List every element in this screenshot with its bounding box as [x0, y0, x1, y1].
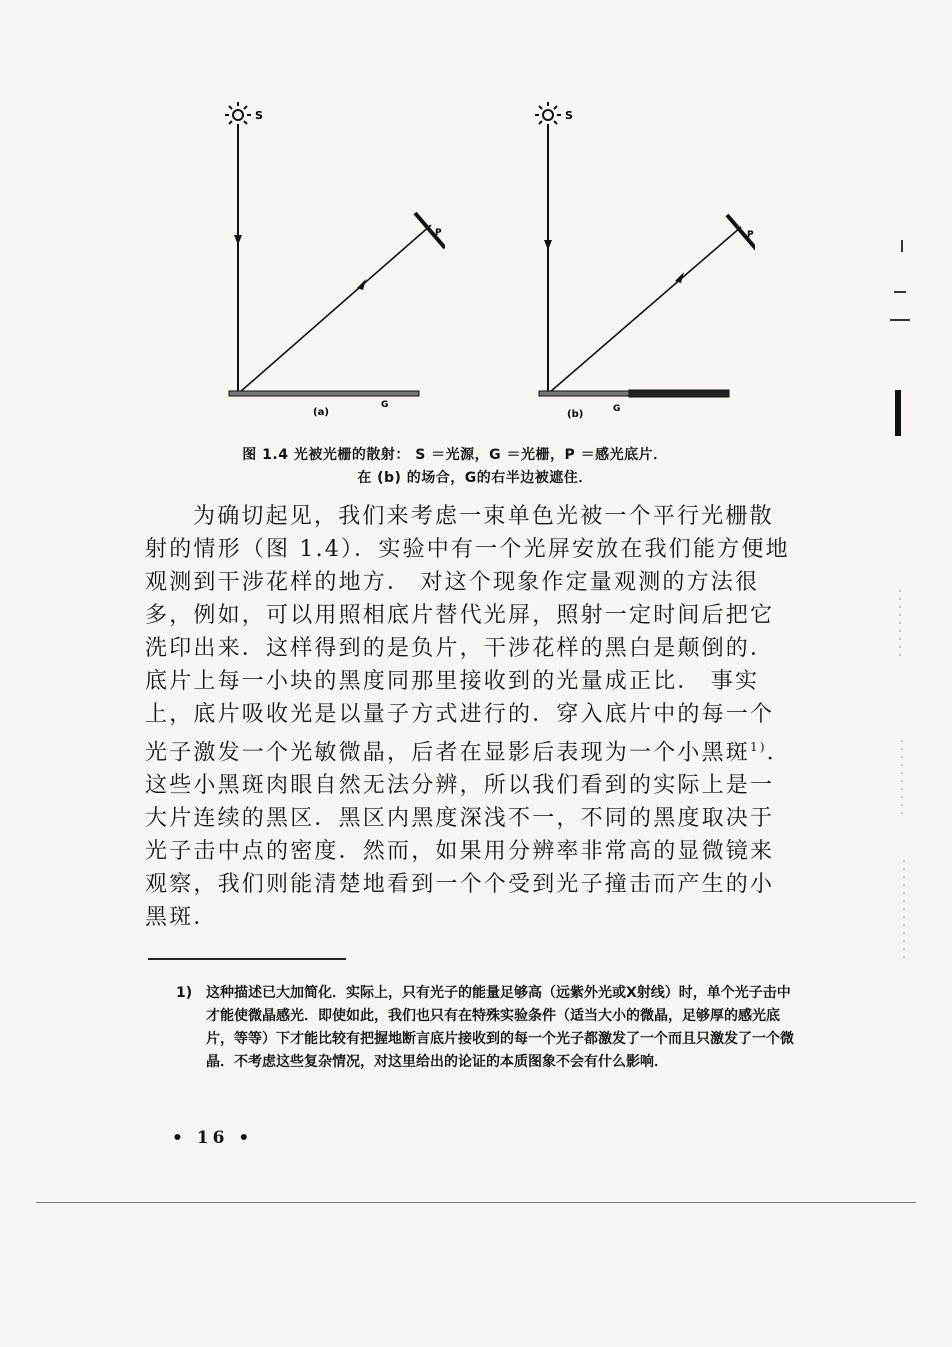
figure-panel-b: [515, 95, 755, 425]
grating-g: [229, 391, 419, 396]
grating-g-open: [539, 391, 629, 396]
figure-caption-line-2: 在 (b) 的场合，G的右半边被遮住．: [357, 470, 593, 486]
grating-label: G: [613, 404, 621, 414]
body-text: [145, 500, 795, 934]
light-source-icon: [225, 102, 251, 128]
source-label: S: [565, 109, 573, 122]
body-paragraph-part-2: ．这些小黑斑肉眼自然无法分辨，所以我们看到的实际上是一大片连续的黑区．黑区内黑度深浅不一，不同的黑度取决于光子击中点的密度．然而，如果用分辨率非常高的显微镜来观察，我们则能清楚地看到一个个受到光子撞击而产生的小黑斑．: [145, 740, 791, 931]
footnote-reference: 1): [750, 740, 767, 754]
body-paragraph: [145, 500, 795, 934]
footnote-marker: 1): [176, 985, 193, 1001]
body-paragraph-part-1: 为确切起见，我们来考虑一束单色光被一个平行光栅散射的情形（图 1.4）．实验中有一个光屏安放在我们能方便地观测到干涉花样的地方． 对这个现象作定量观测的方法很多，例如，可以用照相底片替代光屏，照射一定时间后把它洗印出来．这样得到的是负片，干涉花样的黑白是颠倒的．底片上每一小块的黑度同那里接收到的光量成正比． 事实上，底片吸收光是以量子方式进行的．穿入底片中的每一个光子激发一个光敏微晶，后者在显影后表现为一个小黑斑: [145, 504, 790, 766]
light-source-icon: [535, 102, 561, 128]
scattered-ray: [550, 227, 741, 392]
scattered-ray: [240, 225, 431, 392]
ray-arrow-down-icon: [544, 240, 552, 250]
grating-label: G: [381, 400, 389, 410]
plate-label: P: [435, 228, 442, 238]
footnote-divider: [148, 958, 346, 960]
figure-panel-a: [205, 95, 445, 425]
grating-g-covered: [629, 390, 729, 397]
footnote-text: 这种描述已大加简化．实际上，只有光子的能量足够高（远紫外光或X射线）时，单个光子击中才能使微晶感光．即使如此，我们也只有在特殊实验条件（适当大小的微晶，足够厚的感光底片，等等）下才能比较有把握地断言底片接收到的每一个光子都激发了一个而且只激发了一个微晶．不考虑这些复杂情况，对这里给出的论证的本质图象不会有什么影响．: [206, 985, 794, 1070]
panel-label: (b): [567, 409, 584, 420]
figure-caption-line-1: 图 1.4 光被光栅的散射： S ＝光源，G ＝光栅，P ＝感光底片．: [242, 447, 668, 463]
panel-label: (a): [313, 407, 329, 418]
scan-margin-marks: [880, 220, 920, 980]
diagram-a: [205, 95, 445, 425]
footnote: [176, 982, 796, 1074]
source-label: S: [255, 109, 263, 122]
ray-arrow-down-icon: [234, 235, 242, 245]
diagram-b: [515, 95, 755, 425]
page-bottom-edge: [36, 1202, 916, 1203]
plate-label: P: [747, 230, 754, 240]
ray-arrow-up-icon: [357, 279, 366, 290]
page-number: • 16 •: [172, 1128, 254, 1148]
